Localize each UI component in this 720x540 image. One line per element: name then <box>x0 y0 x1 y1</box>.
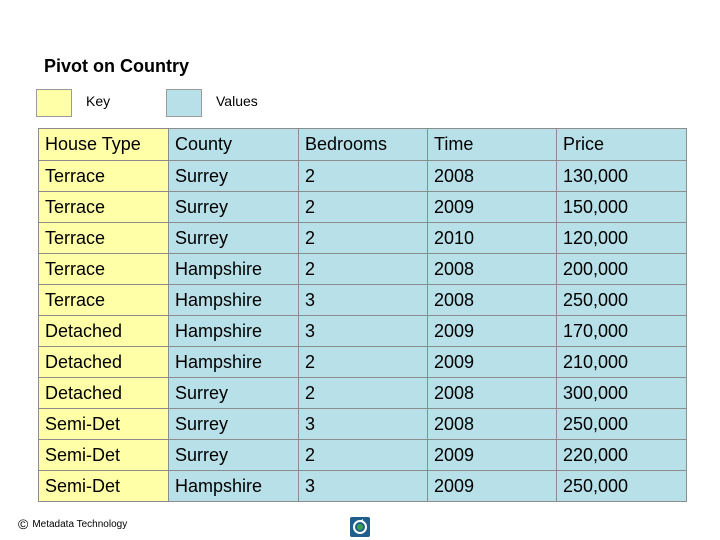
cell-house-type: Semi-Det <box>39 409 169 440</box>
cell-bedrooms: 3 <box>299 471 428 502</box>
cell-house-type: Detached <box>39 316 169 347</box>
header-price: Price <box>557 129 687 161</box>
table-row <box>39 378 687 409</box>
cell-time: 2009 <box>428 440 557 471</box>
cell-county: Surrey <box>169 378 299 409</box>
cell-price: 200,000 <box>557 254 687 285</box>
cell-time: 2009 <box>428 192 557 223</box>
cell-bedrooms: 2 <box>299 440 428 471</box>
footer <box>18 516 127 532</box>
cell-county: Surrey <box>169 440 299 471</box>
cell-price: 120,000 <box>557 223 687 254</box>
cell-county: Hampshire <box>169 471 299 502</box>
cell-time: 2008 <box>428 161 557 192</box>
cell-price: 150,000 <box>557 192 687 223</box>
cell-house-type: Terrace <box>39 254 169 285</box>
table-row <box>39 254 687 285</box>
cell-house-type: Semi-Det <box>39 471 169 502</box>
cell-house-type: Terrace <box>39 192 169 223</box>
header-house-type: House Type <box>39 129 169 161</box>
cell-bedrooms: 2 <box>299 161 428 192</box>
cell-price: 250,000 <box>557 285 687 316</box>
table-row <box>39 192 687 223</box>
table-row <box>39 440 687 471</box>
cell-bedrooms: 3 <box>299 285 428 316</box>
table-row <box>39 223 687 254</box>
refresh-logo-icon <box>350 517 370 537</box>
table-row <box>39 161 687 192</box>
cell-time: 2008 <box>428 409 557 440</box>
cell-time: 2009 <box>428 316 557 347</box>
cell-price: 300,000 <box>557 378 687 409</box>
table-row <box>39 347 687 378</box>
company-name: Metadata Technology <box>32 518 128 530</box>
cell-county: Surrey <box>169 223 299 254</box>
cell-bedrooms: 2 <box>299 347 428 378</box>
cell-county: Surrey <box>169 192 299 223</box>
cell-price: 250,000 <box>557 471 687 502</box>
cell-time: 2008 <box>428 285 557 316</box>
table-row <box>39 316 687 347</box>
cell-house-type: Terrace <box>39 285 169 316</box>
table-body <box>39 161 687 502</box>
cell-time: 2010 <box>428 223 557 254</box>
values-label: Values <box>216 93 258 109</box>
key-swatch <box>36 89 72 117</box>
cell-house-type: Detached <box>39 378 169 409</box>
page-title: Pivot on Country <box>44 56 189 76</box>
table-row <box>39 409 687 440</box>
cell-bedrooms: 3 <box>299 409 428 440</box>
cell-county: Hampshire <box>169 285 299 316</box>
cell-county: Hampshire <box>169 254 299 285</box>
cell-time: 2009 <box>428 471 557 502</box>
pivot-table <box>38 128 687 502</box>
cell-house-type: Detached <box>39 347 169 378</box>
cell-time: 2008 <box>428 254 557 285</box>
cell-bedrooms: 3 <box>299 316 428 347</box>
cell-price: 170,000 <box>557 316 687 347</box>
cell-time: 2009 <box>428 347 557 378</box>
cell-bedrooms: 2 <box>299 254 428 285</box>
header-county: County <box>169 129 299 161</box>
header-bedrooms: Bedrooms <box>299 129 428 161</box>
cell-house-type: Terrace <box>39 161 169 192</box>
cell-house-type: Terrace <box>39 223 169 254</box>
header-time: Time <box>428 129 557 161</box>
values-swatch <box>166 89 202 117</box>
cell-bedrooms: 2 <box>299 223 428 254</box>
cell-price: 250,000 <box>557 409 687 440</box>
key-label: Key <box>86 93 111 109</box>
cell-county: Hampshire <box>169 316 299 347</box>
cell-time: 2008 <box>428 378 557 409</box>
cell-bedrooms: 2 <box>299 378 428 409</box>
table-row <box>39 471 687 502</box>
legend-key <box>36 88 110 118</box>
cell-county: Surrey <box>169 161 299 192</box>
cell-bedrooms: 2 <box>299 192 428 223</box>
cell-county: Surrey <box>169 409 299 440</box>
cell-price: 130,000 <box>557 161 687 192</box>
copyright-symbol: © <box>18 516 29 532</box>
cell-price: 210,000 <box>557 347 687 378</box>
table-row <box>39 285 687 316</box>
cell-price: 220,000 <box>557 440 687 471</box>
legend-values <box>166 88 258 118</box>
header-row <box>39 129 687 161</box>
cell-house-type: Semi-Det <box>39 440 169 471</box>
cell-county: Hampshire <box>169 347 299 378</box>
